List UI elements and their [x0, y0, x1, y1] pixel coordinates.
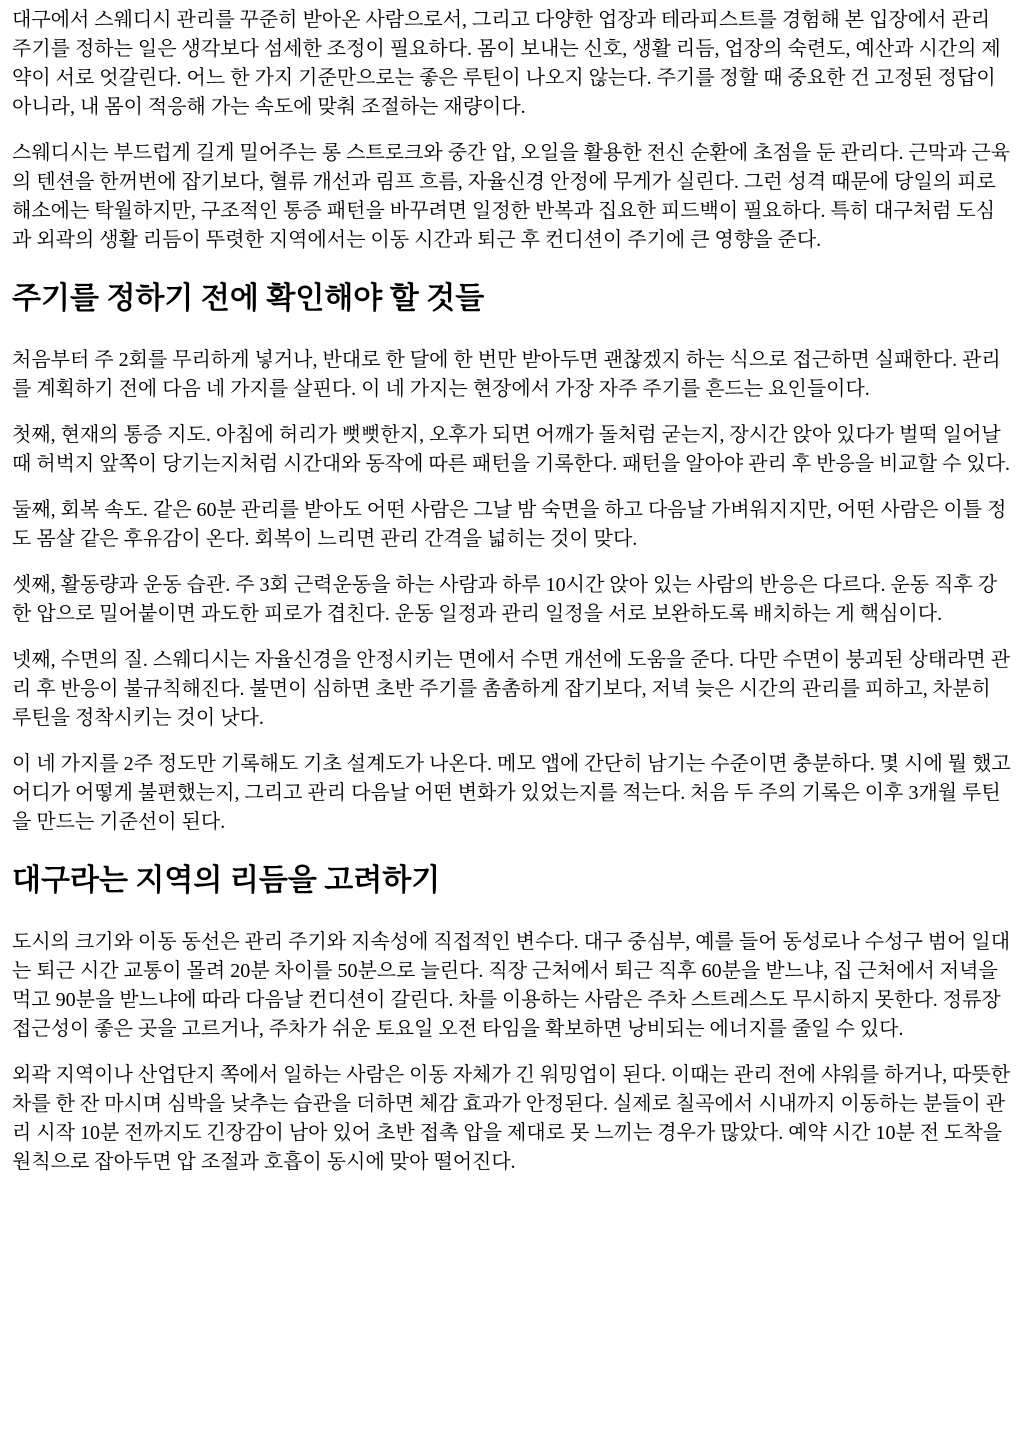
article-body: [12, 6, 1012, 1177]
paragraph-two-week-records: 이 네 가지를 2주 정도만 기록해도 기초 설계도가 나온다. 메모 앱에 간단히 남기는 수준이면 충분하다. 몇 시에 뭘 했고 어디가 어떻게 불편했는지, 그리고 관리 다음날 어떤 변화가 있었는지를 적는다. 처음 두 주의 기록은 이후 3개월 루틴을 만드는 기준선이 된다.: [12, 753, 1011, 833]
paragraph-first-pain-map: 첫째, 현재의 통증 지도. 아침에 허리가 뻣뻣한지, 오후가 되면 어깨가 돌처럼 굳는지, 장시간 앉아 있다가 벌떡 일어날 때 허벅지 앞쪽이 당기는지처럼 시간대와 동작에 따른 패턴을 기록한다. 패턴을 알아야 관리 후 반응을 비교할 수 있다.: [12, 424, 1011, 475]
paragraph-second-recovery-speed: 둘째, 회복 속도. 같은 60분 관리를 받아도 어떤 사람은 그날 밤 숙면을 하고 다음날 가벼워지지만, 어떤 사람은 이틀 정도 몸살 같은 후유감이 온다. 회복이 느리면 관리 간격을 넓히는 것이 맞다.: [12, 499, 1007, 550]
paragraph-outskirts-warmup: 외곽 지역이나 산업단지 쪽에서 일하는 사람은 이동 자체가 긴 워밍업이 된다. 이때는 관리 전에 샤워를 하거나, 따뜻한 차를 한 잔 마시며 심박을 낮추는 습관을 더하면 체감 효과가 안정된다. 실제로 칠곡에서 시내까지 이동하는 분들이 관리 시작 10분 전까지도 긴장감이 남아 있어 초반 접촉 압을 제대로 못 느끼는 경우가 많았다. 예약 시간 10분 전 도착을 원칙으로 잡아두면 압 조절과 호흡이 동시에 맞아 떨어진다.: [12, 1064, 1011, 1173]
section-heading-checklist: 주기를 정하기 전에 확인해야 할 것들: [12, 282, 485, 315]
section-heading-daegu-rhythm: 대구라는 지역의 리듬을 고려하기: [12, 864, 441, 897]
paragraph-intro: 대구에서 스웨디시 관리를 꾸준히 받아온 사람으로서, 그리고 다양한 업장과 테라피스트를 경험해 본 입장에서 관리 주기를 정하는 일은 생각보다 섬세한 조정이 필요하다. 몸이 보내는 신호, 생활 리듬, 업장의 숙련도, 예산과 시간의 제약이 서로 엇갈린다. 어느 한 가지 기준만으로는 좋은 루틴이 나오지 않는다. 주기를 정할 때 중요한 건 고정된 정답이 아니라, 내 몸이 적응해 가는 속도에 맞춰 조절하는 재량이다.: [12, 9, 1001, 118]
paragraph-checklist-intro: 처음부터 주 2회를 무리하게 넣거나, 반대로 한 달에 한 번만 받아두면 괜찮겠지 하는 식으로 접근하면 실패한다. 관리를 계획하기 전에 다음 네 가지를 살핀다. 이 네 가지는 현장에서 가장 자주 주기를 흔드는 요인들이다.: [12, 349, 1001, 400]
paragraph-city-commute: 도시의 크기와 이동 동선은 관리 주기와 지속성에 직접적인 변수다. 대구 중심부, 예를 들어 동성로나 수성구 범어 일대는 퇴근 시간 교통이 몰려 20분 차이를 50분으로 늘린다. 직장 근처에서 퇴근 직후 60분을 받느냐, 집 근처에서 저녁을 먹고 90분을 받느냐에 따라 다음날 컨디션이 갈린다. 차를 이용하는 사람은 주차 스트레스도 무시하지 못한다. 정류장 접근성이 좋은 곳을 고르거나, 주차가 쉬운 토요일 오전 타임을 확보하면 낭비되는 에너지를 줄일 수 있다.: [12, 931, 1011, 1040]
paragraph-fourth-sleep-quality: 넷째, 수면의 질. 스웨디시는 자율신경을 안정시키는 면에서 수면 개선에 도움을 준다. 다만 수면이 붕괴된 상태라면 관리 후 반응이 불규칙해진다. 불면이 심하면 초반 주기를 촘촘하게 잡기보다, 저녁 늦은 시간의 관리를 피하고, 차분히 루틴을 정착시키는 것이 낫다.: [12, 649, 1011, 729]
paragraph-swedish-overview: 스웨디시는 부드럽게 길게 밀어주는 롱 스트로크와 중간 압, 오일을 활용한 전신 순환에 초점을 둔 관리다. 근막과 근육의 텐션을 한꺼번에 잡기보다, 혈류 개선과 림프 흐름, 자율신경 안정에 무게가 실린다. 그런 성격 때문에 당일의 피로 해소에는 탁월하지만, 구조적인 통증 패턴을 바꾸려면 일정한 반복과 집요한 피드백이 필요하다. 특히 대구처럼 도심과 외곽의 생활 리듬이 뚜렷한 지역에서는 이동 시간과 퇴근 후 컨디션이 주기에 큰 영향을 준다.: [12, 142, 1011, 251]
paragraph-third-activity-habits: 셋째, 활동량과 운동 습관. 주 3회 근력운동을 하는 사람과 하루 10시간 앉아 있는 사람의 반응은 다르다. 운동 직후 강한 압으로 밀어붙이면 과도한 피로가 겹친다. 운동 일정과 관리 일정을 서로 보완하도록 배치하는 게 핵심이다.: [12, 574, 998, 625]
